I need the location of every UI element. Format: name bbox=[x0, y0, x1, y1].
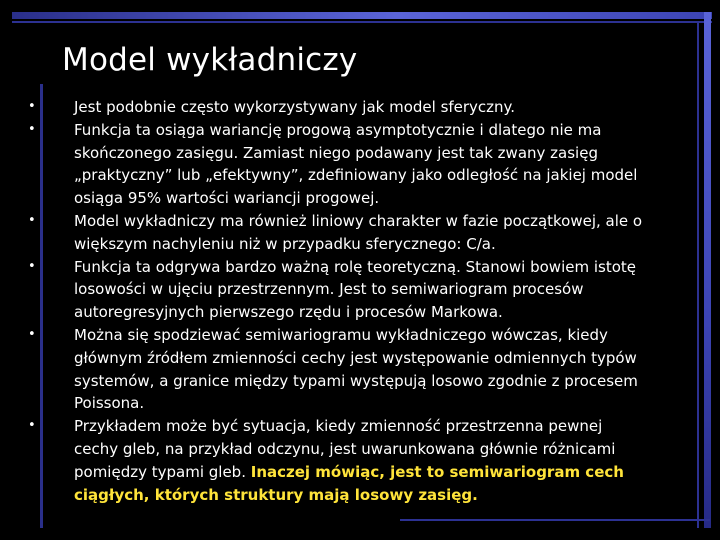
bullet-text-line: skończonego zasięgu. Zamiast niego podawany jest tak zwany zasięg bbox=[74, 143, 598, 162]
bullet-text-line-mixed bbox=[74, 461, 708, 484]
frame-top-line bbox=[12, 21, 712, 23]
bullet-text-plain: pomiędzy typami gleb. bbox=[74, 462, 251, 481]
bullet-text-line: Poissona. bbox=[74, 394, 145, 413]
bullet-text-line: większym nachyleniu niż w przypadku sferycznego: C/a. bbox=[74, 234, 496, 253]
bullet-item bbox=[28, 324, 708, 415]
bullet-text-line: Funkcja ta odgrywa bardzo ważną rolę teoretyczną. Stanowi bowiem istotę bbox=[74, 257, 636, 276]
bullet-item bbox=[28, 210, 708, 256]
bullet-icon: • bbox=[28, 326, 36, 342]
bullet-text-line: „praktyczny” lub „efektywny”, zdefiniowany jako odległość na jakiej model bbox=[74, 166, 638, 185]
bullet-item bbox=[28, 119, 708, 210]
frame-top-bar bbox=[12, 12, 712, 19]
bullet-text-line: Model wykładniczy ma również liniowy charakter w fazie początkowej, ale o bbox=[74, 211, 643, 230]
bullet-icon: • bbox=[28, 121, 36, 137]
bullet-text-line: osiąga 95% wartości wariancji progowej. bbox=[74, 189, 380, 208]
bullet-item bbox=[28, 96, 708, 119]
highlighted-text: ciągłych, których struktury mają losowy zasięg. bbox=[74, 485, 478, 504]
bullet-text-line: Przykładem może być sytuacja, kiedy zmienność przestrzenna pewnej bbox=[74, 417, 603, 436]
bullet-icon: • bbox=[28, 212, 36, 228]
slide-title: Model wykładniczy bbox=[62, 42, 358, 78]
bullet-icon: • bbox=[28, 99, 36, 114]
bullet-text-line: systemów, a granice między typami występują losowo zgodnie z procesem bbox=[74, 371, 638, 390]
bullet-text-line: Jest podobnie często wykorzystywany jak model sferyczny. bbox=[74, 98, 516, 116]
bullet-text-line: Funkcja ta osiąga wariancję progową asymptotycznie i dlatego nie ma bbox=[74, 120, 602, 139]
bullet-item bbox=[28, 256, 708, 324]
bullet-text-line: cechy gleb, na przykład odczynu, jest uwarunkowana głównie różnicami bbox=[74, 439, 616, 458]
bullet-item bbox=[28, 415, 708, 506]
highlighted-text: Inaczej mówiąc, jest to semiwariogram cech bbox=[250, 462, 624, 481]
bullet-list bbox=[28, 96, 708, 506]
bullet-icon: • bbox=[28, 418, 36, 434]
frame-bottom-line bbox=[400, 519, 710, 521]
bullet-text-line: Można się spodziewać semiwariogramu wykładniczego wówczas, kiedy bbox=[74, 325, 608, 344]
bullet-text-line: głównym źródłem zmienności cechy jest występowanie odmiennych typów bbox=[74, 348, 637, 367]
bullet-text-line: autoregresyjnych pierwszego rzędu i procesów Markowa. bbox=[74, 303, 503, 322]
bullet-icon: • bbox=[28, 258, 36, 274]
bullet-text-line: losowości w ujęciu przestrzennym. Jest to semiwariogram procesów bbox=[74, 280, 584, 299]
